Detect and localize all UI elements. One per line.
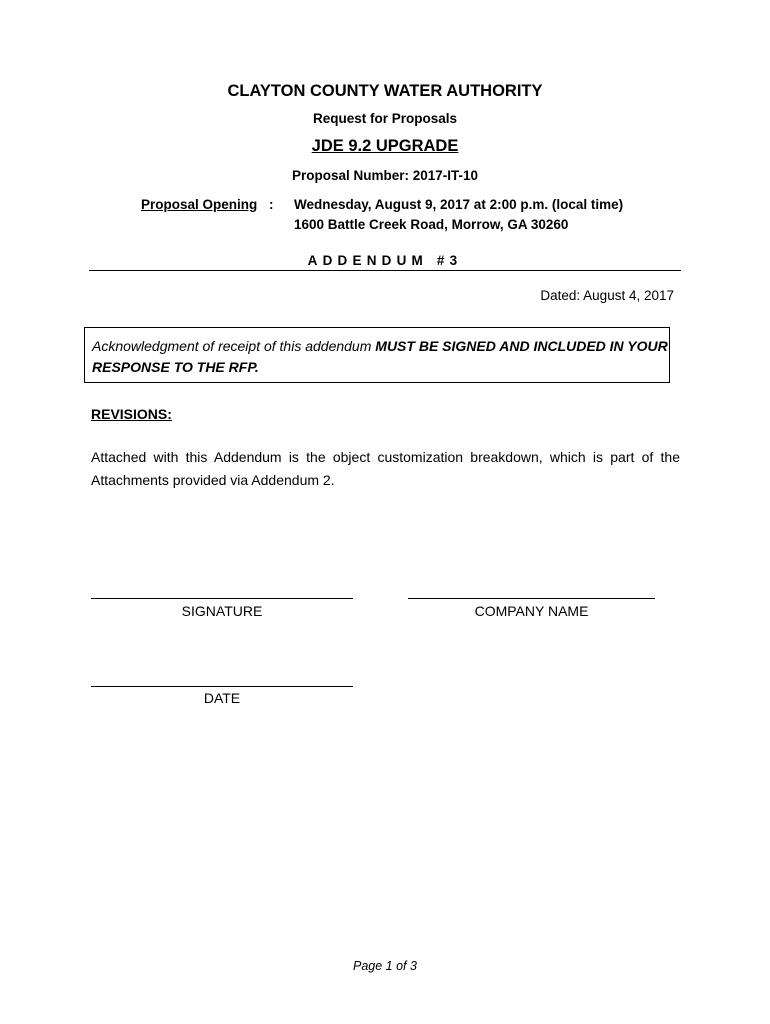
- company-name-label: COMPANY NAME: [474, 603, 589, 619]
- proposal-opening-colon: :: [269, 197, 274, 212]
- header-divider: [89, 270, 681, 271]
- signature-line: [91, 598, 353, 599]
- acknowledgment-emphasis: MUST BE SIGNED AND INCLUDED IN YOUR RESPONSE TO THE RFP.: [92, 338, 668, 375]
- proposal-number: Proposal Number: 2017-IT-10: [291, 168, 479, 183]
- revisions-heading: REVISIONS:: [91, 406, 172, 422]
- page-number: Page 1 of 3: [353, 959, 417, 973]
- acknowledgment-lead: Acknowledgment of receipt of this addendum: [92, 338, 376, 354]
- signature-label: SIGNATURE: [181, 603, 263, 619]
- proposal-opening-datetime: Wednesday, August 9, 2017 at 2:00 p.m. (local time): [294, 197, 624, 212]
- revisions-body: Attached with this Addendum is the object customization breakdown, which is part of the Attachments provided via Addendum 2.: [91, 449, 680, 488]
- project-title: JDE 9.2 UPGRADE: [311, 137, 459, 155]
- proposal-opening-address: 1600 Battle Creek Road, Morrow, GA 30260: [294, 217, 569, 232]
- date-label: DATE: [203, 690, 241, 706]
- organization-title: CLAYTON COUNTY WATER AUTHORITY: [227, 82, 543, 100]
- company-name-line: [408, 598, 655, 599]
- addendum-title: ADDENDUM #3: [307, 253, 463, 268]
- document-type: Request for Proposals: [312, 111, 458, 126]
- date-line: [91, 686, 353, 687]
- proposal-opening-label: Proposal Opening: [141, 197, 258, 212]
- addendum-date: Dated: August 4, 2017: [540, 288, 674, 303]
- acknowledgment-box: [84, 327, 670, 383]
